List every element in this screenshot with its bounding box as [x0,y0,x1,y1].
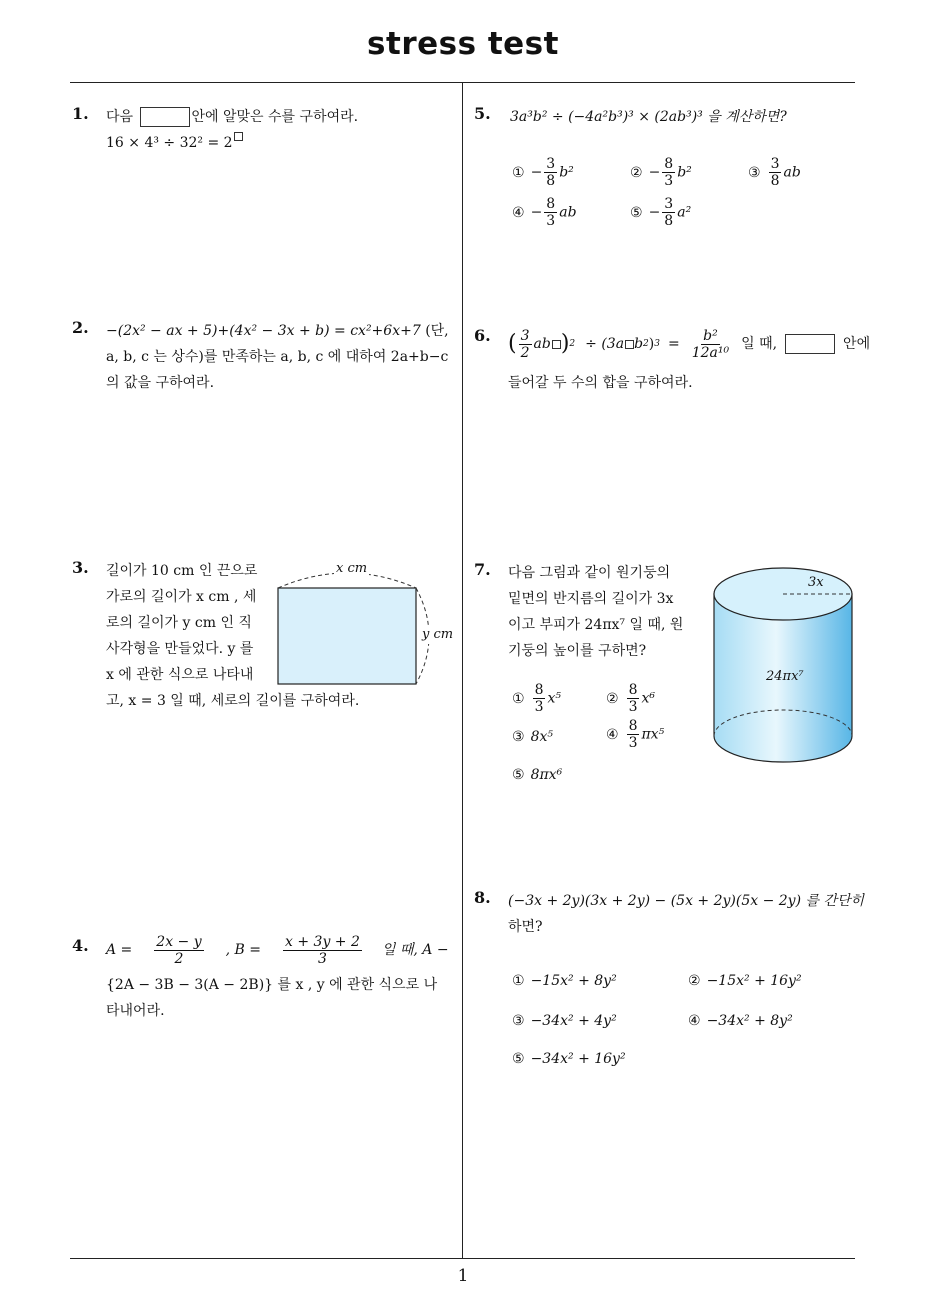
choice-tail: a² [677,204,692,221]
fraction-numerator: 3 [664,196,674,212]
choice-fraction [769,156,782,189]
fraction-denominator: 8 [546,173,556,189]
choice-4[interactable] [688,1010,793,1032]
fraction-denominator: 3 [628,735,638,751]
choice-4[interactable] [512,196,577,229]
question-text: (단, [425,323,449,339]
choice-5[interactable] [512,1048,626,1070]
choice-mark: ② [688,973,701,989]
blank-square [625,340,634,349]
question-text: a, b, c 는 상수)를 만족하는 a, b, c 에 대하여 2a+b−c [106,349,449,365]
question-expression: 16 × 4³ ÷ 32² = 2 [106,135,233,151]
choice-text: 8x⁵ [530,729,553,745]
answer-blank-box [785,334,835,354]
expr-a-label: A = [106,942,133,958]
question-text: (−3x + 2y)(3x + 2y) − (5x + 2y)(5x − 2y) 를 간단히 [508,893,865,909]
choice-fraction [627,718,640,751]
question-text: {2A − 3B − 3(A − 2B)} 를 x , y 에 관한 식으로 나 [106,977,438,993]
fraction-denominator: 3 [628,699,638,715]
choice-fraction [662,196,675,229]
question-text: 사각형을 만들었다. y 를 [106,641,254,657]
blank-square [234,132,243,141]
question-text: x 에 관한 식으로 나타내 [106,667,254,683]
fraction-b [283,934,362,967]
choice-mark: ④ [688,1013,701,1029]
choice-tail: x⁶ [641,690,655,707]
choice-text: −34x² + 8y² [706,1013,793,1029]
question-text: 로의 길이가 y cm 인 직 [106,615,252,631]
volume-label: 24πx⁷ [766,669,804,684]
question-text: 다음 [106,109,134,125]
fraction-numerator: 3 [770,156,780,172]
choice-2[interactable] [606,682,655,715]
fraction-numerator: 2x − y [156,933,202,950]
fraction-denominator: 8 [770,173,780,189]
fraction-numerator: b² [703,327,718,344]
choice-sign: − [648,164,661,181]
choice-fraction [662,156,675,189]
fraction-numerator: 8 [628,682,638,698]
fraction-numerator: 8 [534,682,544,698]
choice-3[interactable] [512,1010,617,1032]
choice-1[interactable] [512,682,561,715]
question-text: 가로의 길이가 x cm , 세 [106,589,257,605]
choice-tail: ab [559,204,577,221]
fraction-denominator: 12a¹⁰ [691,344,730,361]
column-divider [462,83,463,1259]
choice-1[interactable] [512,156,574,189]
choice-sign: − [530,204,543,221]
question-number: 6. [474,326,491,345]
fraction-rhs [690,328,731,361]
choice-text: −34x² + 4y² [530,1013,617,1029]
choice-tail: πx⁵ [641,726,665,743]
question-expression: ÷ (3a [585,336,625,352]
fraction-numerator: 8 [664,156,674,172]
choice-mark: ③ [512,729,525,745]
choice-mark: ① [512,690,525,707]
question-text: 하면? [508,919,543,935]
width-label: x cm [336,561,368,576]
question-number: 8. [474,888,491,907]
blank-square [552,340,561,349]
question-text: 길이가 10 cm 인 끈으로 [106,563,258,579]
choice-mark: ④ [606,726,619,743]
fraction-numerator: 3 [520,327,530,344]
question-text: 일 때, A − [381,942,449,958]
choice-1[interactable] [512,970,617,992]
question-number: 2. [72,318,89,337]
choice-mark: ③ [748,164,761,181]
fraction-numerator: 8 [546,196,556,212]
question-number: 5. [474,104,491,123]
question-number: 1. [72,104,89,123]
fraction-denominator: 8 [664,213,674,229]
expr-b-label: , B = [225,942,262,958]
question-text: 고, x = 3 일 때, 세로의 길이를 구하여라. [106,693,360,709]
fraction-denominator: 3 [546,213,556,229]
choice-5[interactable] [630,196,691,229]
fraction-denominator: 3 [664,173,674,189]
choice-tail: ab [783,164,801,181]
question-text: 3a³b² ÷ (−4a²b³)³ × (2ab³)³ 을 계산하면? [510,109,787,125]
choice-mark: ① [512,973,525,989]
question-text: 안에 [843,336,871,352]
fraction-numerator: 8 [628,718,638,734]
question-number: 7. [474,560,491,579]
height-label: y cm [422,627,454,642]
choice-mark: ② [630,164,643,181]
choice-text: −34x² + 16y² [530,1051,626,1067]
fraction-denominator: 2 [174,950,184,967]
rectangle-shape [278,588,416,684]
question-text: 이고 부피가 24πx⁷ 일 때, 원 [508,617,684,633]
question-text: 들어갈 두 수의 합을 구하여라. [508,375,693,391]
choice-mark: ③ [512,1013,525,1029]
page-number: 1 [457,1266,469,1286]
choice-3[interactable] [748,156,801,189]
choice-fraction [627,682,640,715]
choice-5[interactable] [512,764,562,786]
choice-2[interactable] [630,156,692,189]
choice-mark: ⑤ [630,204,643,221]
fraction-denominator: 3 [534,699,544,715]
question-number: 3. [72,558,89,577]
choice-fraction [544,156,557,189]
question-text: 안에 알맞은 수를 구하여라. [191,109,359,125]
page-title: stress test [367,26,559,62]
choice-tail: b² [559,164,574,181]
fraction-numerator: x + 3y + 2 [285,933,360,950]
question-expression: −(2x² − ax + 5)+(4x² − 3x + b) = cx²+6x+7 [106,323,421,339]
choice-fraction [544,196,557,229]
cylinder-figure [708,560,858,770]
choice-sign: − [648,204,661,221]
footer-rule [70,1258,855,1259]
question-text: 기둥의 높이를 구하면? [508,643,647,659]
choice-fraction [533,682,546,715]
choice-sign: − [530,164,543,181]
question-number: 4. [72,936,89,955]
choice-text: −15x² + 16y² [706,973,802,989]
question-text: 의 값을 구하여라. [106,375,215,391]
choice-mark: ① [512,164,525,181]
answer-blank-box [140,107,190,127]
fraction-a [154,934,203,967]
question-text: 밑면의 반지름의 길이가 3x [508,591,674,607]
fraction-denominator: 2 [520,344,530,361]
choice-tail: x⁵ [547,690,561,707]
choice-tail: b² [677,164,692,181]
fraction-numerator: 3 [546,156,556,172]
question-text: 일 때, [741,336,778,352]
choice-mark: ⑤ [512,1051,525,1067]
radius-label: 3x [808,575,824,590]
choice-text: −15x² + 8y² [530,973,617,989]
fraction-denominator: 3 [318,950,327,967]
choice-4[interactable] [606,718,664,751]
choice-2[interactable] [688,970,802,992]
fraction-three-halves [519,328,532,361]
choice-3[interactable] [512,726,553,748]
choice-mark: ② [606,690,619,707]
rectangle-figure [270,560,460,690]
choice-text: 8πx⁶ [530,767,563,783]
choice-mark: ④ [512,204,525,221]
choice-mark: ⑤ [512,767,525,783]
question-text: 다음 그림과 같이 원기둥의 [508,565,671,581]
question-text: 타내어라. [106,1003,165,1019]
